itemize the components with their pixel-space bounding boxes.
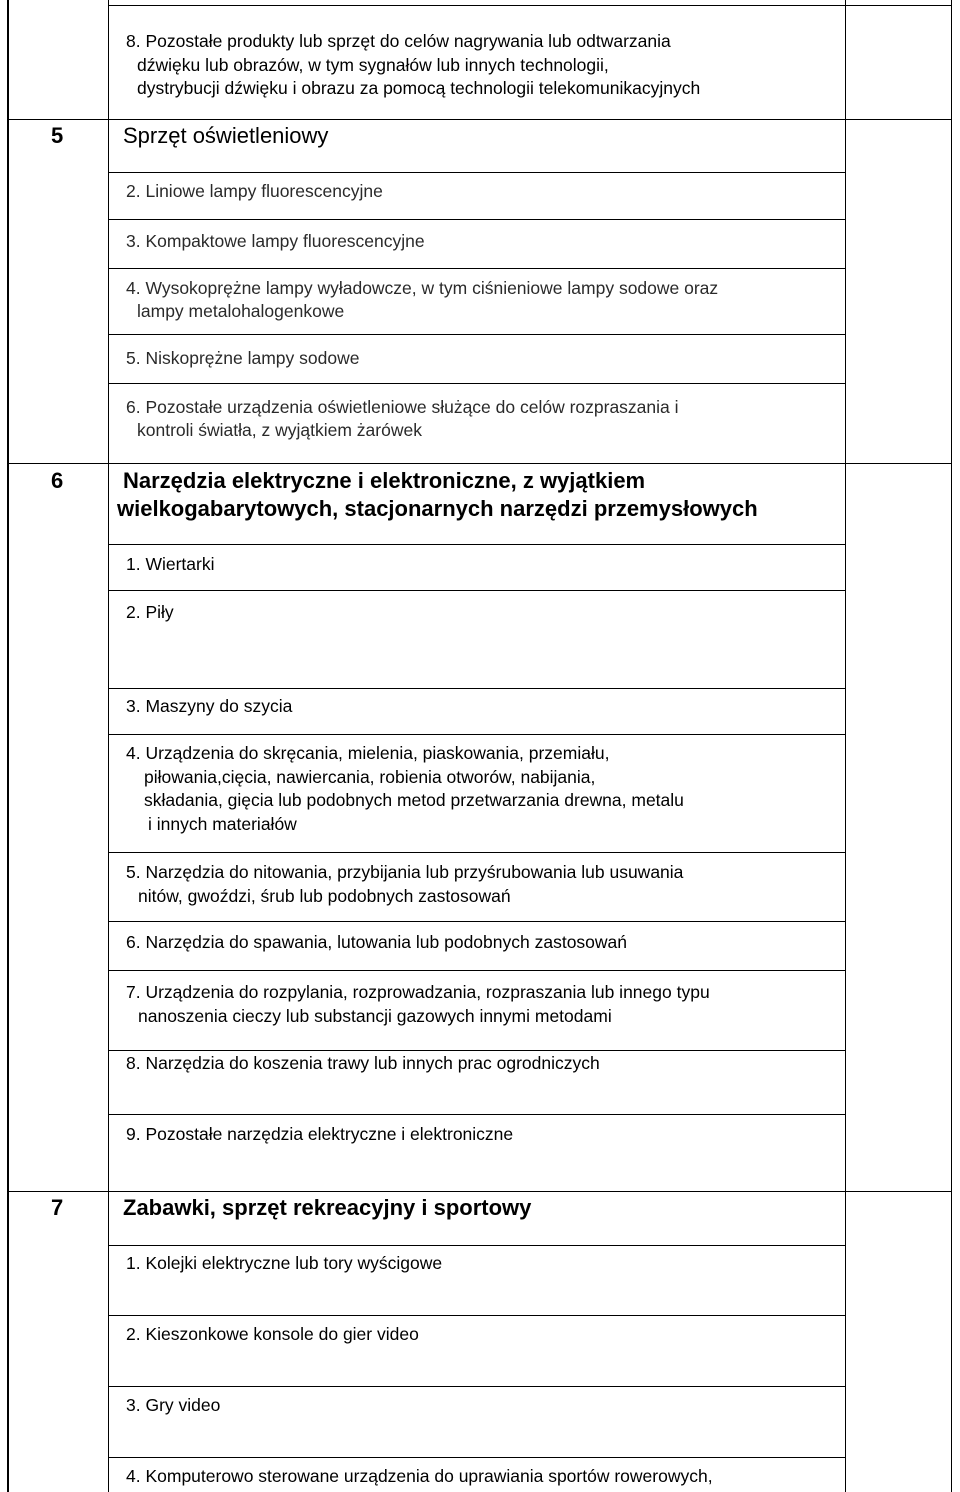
item-line: 3. Gry video	[126, 1395, 221, 1415]
item-line: 2. Piły	[126, 602, 174, 622]
row-divider	[109, 852, 845, 853]
item-line: 1. Kolejki elektryczne lub tory wyścigowe	[126, 1253, 443, 1273]
row-divider	[109, 1457, 845, 1458]
item-line: dźwięku lub obrazów, w tym sygnałów lub innych technologii,	[137, 54, 609, 75]
row-divider	[109, 1386, 845, 1387]
item-line: 8. Pozostałe produkty lub sprzęt do celów nagrywania lub odtwarzania	[126, 31, 671, 51]
list-item	[126, 601, 174, 625]
row-divider	[109, 268, 845, 269]
list-item	[126, 230, 425, 253]
item-line: i innych materiałów	[148, 813, 297, 834]
row-divider	[109, 1050, 845, 1051]
row-divider	[109, 1114, 845, 1115]
list-item	[126, 396, 679, 442]
row-divider	[109, 172, 845, 173]
row-divider	[846, 5, 951, 6]
item-line: 5. Narzędzia do nitowania, przybijania lub przyśrubowania lub usuwania	[126, 862, 684, 882]
item-line: nanoszenia cieczy lub substancji gazowych innymi metodami	[138, 1005, 612, 1026]
item-line: 6. Narzędzia do spawania, lutowania lub podobnych zastosowań	[126, 932, 628, 952]
row-divider	[109, 1315, 845, 1316]
list-item	[126, 1123, 513, 1147]
item-line: dystrybucji dźwięku i obrazu za pomocą technologii telekomunikacyjnych	[137, 78, 701, 98]
row-divider	[109, 921, 845, 922]
item-line: piłowania,cięcia, nawiercania, robienia otworów, nabijania,	[144, 766, 596, 787]
section-number: 6	[51, 468, 64, 493]
item-line: 4. Urządzenia do skręcania, mielenia, piaskowania, przemiału,	[126, 743, 610, 763]
row-divider	[109, 544, 845, 545]
section-divider	[8, 1191, 951, 1192]
list-item	[126, 347, 359, 370]
list-item	[126, 695, 292, 719]
item-line: nitów, gwoździ, śrub lub podobnych zastosowań	[138, 885, 511, 906]
row-divider	[109, 5, 845, 6]
item-line: 9. Pozostałe narzędzia elektryczne i elektroniczne	[126, 1124, 514, 1144]
section-title: Zabawki, sprzęt rekreacyjny i sportowy	[123, 1195, 532, 1220]
row-divider	[109, 334, 845, 335]
list-item	[126, 180, 383, 203]
item-line: 5. Niskoprężne lampy sodowe	[126, 348, 360, 368]
list-item	[126, 30, 700, 101]
row-divider	[109, 688, 845, 689]
item-line: 8. Narzędzia do koszenia trawy lub innych prac ogrodniczych	[126, 1053, 600, 1073]
item-line: lampy metalohalogenkowe	[137, 301, 345, 321]
list-item	[126, 931, 627, 955]
item-line: 2. Liniowe lampy fluorescencyjne	[126, 181, 383, 201]
row-divider	[109, 219, 845, 220]
list-item	[126, 277, 718, 323]
table-column-divider-1	[108, 0, 109, 1492]
row-divider	[109, 383, 845, 384]
list-item	[126, 1394, 220, 1418]
row-divider	[109, 970, 845, 971]
list-item	[126, 981, 710, 1028]
item-line: 3. Maszyny do szycia	[126, 696, 293, 716]
section-title: Sprzęt oświetleniowy	[123, 123, 329, 148]
table-column-divider-2	[845, 0, 846, 1492]
item-line: 3. Kompaktowe lampy fluorescencyjne	[126, 231, 425, 251]
section-number: 5	[51, 123, 64, 148]
list-item	[126, 861, 683, 908]
item-line: 2. Kieszonkowe konsole do gier video	[126, 1324, 419, 1344]
item-line: 1. Wiertarki	[126, 554, 215, 574]
row-divider	[109, 1245, 845, 1246]
list-item	[126, 742, 684, 836]
section-divider	[8, 463, 951, 464]
item-line: 4. Wysokoprężne lampy wyładowcze, w tym ciśnieniowe lampy sodowe oraz	[126, 278, 719, 298]
table-border-left	[7, 0, 9, 1492]
list-item	[126, 553, 214, 577]
list-item	[126, 1252, 442, 1276]
row-divider	[109, 734, 845, 735]
list-item	[126, 1465, 713, 1489]
item-line: kontroli światła, z wyjątkiem żarówek	[137, 420, 422, 440]
section-divider	[8, 119, 951, 120]
row-divider	[109, 590, 845, 591]
table-border-right	[951, 0, 952, 1492]
list-item	[126, 1052, 600, 1076]
item-line: 4. Komputerowo sterowane urządzenia do uprawiania sportów rowerowych,	[126, 1466, 713, 1486]
item-line: składania, gięcia lub podobnych metod przetwarzania drewna, metalu	[144, 790, 684, 810]
section-title	[117, 467, 758, 523]
item-line: 7. Urządzenia do rozpylania, rozprowadzania, rozpraszania lub innego typu	[126, 982, 710, 1002]
section-number: 7	[51, 1195, 64, 1220]
title-line: Narzędzia elektryczne i elektroniczne, z wyjątkiem	[123, 468, 646, 493]
item-line: 6. Pozostałe urządzenia oświetleniowe służące do celów rozpraszania i	[126, 397, 679, 417]
title-line: wielkogabarytowych, stacjonarnych narzędzi przemysłowych	[117, 496, 758, 521]
list-item	[126, 1323, 419, 1347]
